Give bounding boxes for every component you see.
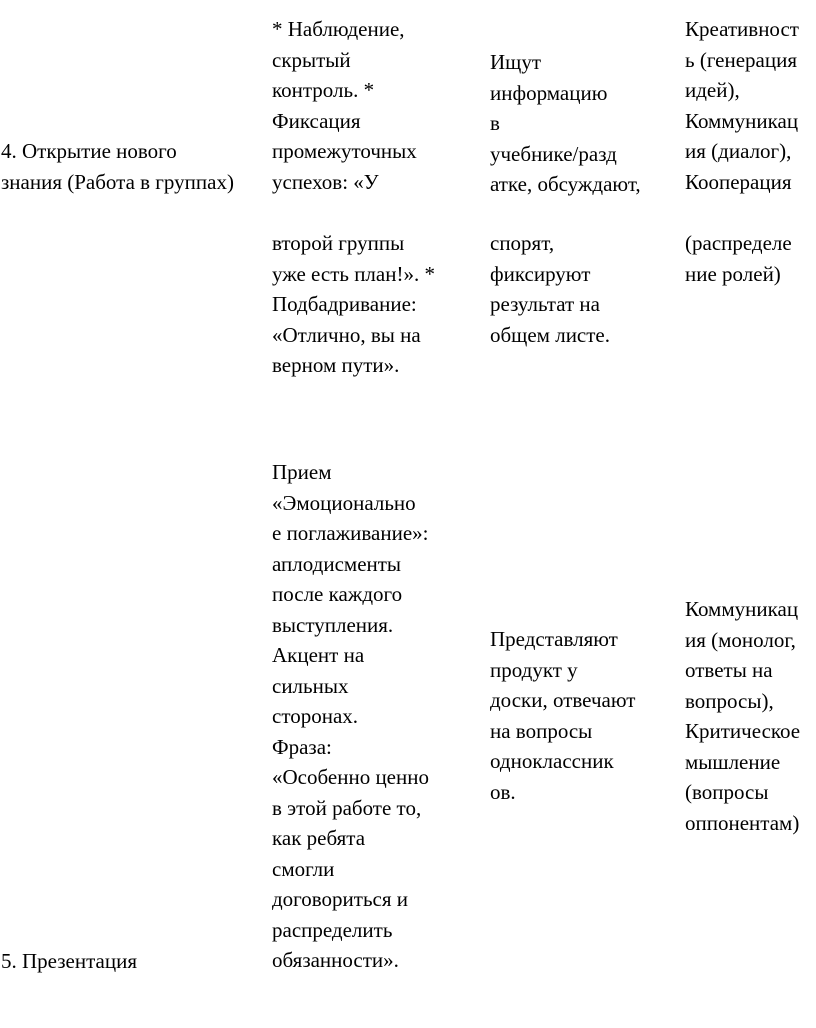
uud-line: (распределе [685, 231, 792, 255]
student-line: результат на [490, 292, 600, 316]
teacher-line: смогли [272, 856, 335, 881]
teacher-line: сторонах. [272, 704, 359, 728]
teacher-line: верном пути». [272, 353, 400, 377]
teacher-line: Подбадривание: [272, 292, 417, 316]
stage-5-cell [1, 946, 269, 977]
teacher-line: «Эмоционально [272, 490, 416, 515]
stage-4-student-actions-part2 [490, 228, 675, 350]
student-line: общем листе. [490, 322, 611, 347]
stage-4-uud-part2 [685, 228, 816, 289]
teacher-line: в этой работе то, [272, 795, 422, 820]
student-line: доски, отвечают [490, 688, 636, 712]
student-line: атке, обсуждают, [490, 172, 641, 196]
teacher-line: второй группы [272, 231, 405, 255]
uud-line: ответы на [685, 658, 773, 682]
stage-5-line: 5. Презентация [1, 949, 137, 973]
stage-5-student-actions [490, 624, 675, 807]
teacher-line: сильных [272, 673, 349, 698]
teacher-line: Фраза: [272, 734, 332, 759]
teacher-line: успехов: «У [272, 169, 379, 194]
teacher-line: е поглаживание»: [272, 521, 429, 545]
student-line: продукт у [490, 657, 578, 682]
teacher-line: «Отлично, вы на [272, 322, 421, 347]
teacher-line: договориться и [272, 887, 409, 911]
teacher-line: аплодисменты [272, 551, 402, 576]
teacher-line: Фиксация [272, 108, 361, 133]
uud-line: идей), [685, 78, 740, 102]
student-line: Представляют [490, 627, 618, 651]
teacher-line: распределить [272, 917, 393, 942]
uud-line: Критическое [685, 719, 801, 743]
uud-line: ние ролей) [685, 261, 781, 286]
student-line: спорят, [490, 231, 555, 255]
student-line: информацию [490, 80, 608, 105]
teacher-line: скрытый [272, 47, 351, 72]
teacher-line: контроль. * [272, 78, 375, 102]
uud-line: ь (генерация [685, 47, 797, 72]
stage-4-teacher-actions-part1 [272, 14, 482, 197]
teacher-line: после каждого [272, 582, 403, 606]
teacher-line: Прием [272, 460, 332, 484]
stage-4-line: знания (Работа в группах) [1, 169, 234, 194]
teacher-line: «Особенно ценно [272, 765, 429, 789]
stage-4-cell [1, 136, 269, 197]
student-line: на вопросы [490, 718, 593, 743]
teacher-line: как ребята [272, 826, 366, 850]
stage-5-teacher-actions [272, 457, 482, 976]
uud-line: ия (диалог), [685, 139, 792, 163]
stage-5-uud [685, 594, 816, 838]
uud-line: оппонентам) [685, 810, 800, 835]
student-line: фиксируют [490, 261, 591, 286]
student-line: учебнике/разд [490, 141, 617, 166]
uud-line: (вопросы [685, 780, 769, 804]
stage-4-line: 4. Открытие нового [1, 139, 177, 163]
student-line: одноклассник [490, 749, 614, 773]
uud-line: Коммуникац [685, 108, 799, 133]
uud-line: вопросы), [685, 688, 774, 713]
stage-4-uud-part1 [685, 14, 816, 197]
teacher-line: выступления. [272, 612, 394, 637]
uud-line: Кооперация [685, 169, 792, 194]
student-line: Ищут [490, 50, 542, 74]
uud-line: мышление [685, 749, 781, 774]
teacher-line: уже есть план!». * [272, 261, 435, 286]
uud-line: Креативност [685, 17, 799, 41]
stage-4-student-actions-part1 [490, 47, 675, 200]
student-line: в [490, 111, 500, 135]
teacher-line: промежуточных [272, 139, 417, 163]
uud-line: ия (монолог, [685, 627, 796, 652]
teacher-line: обязанности». [272, 948, 399, 972]
stage-4-teacher-actions-part2 [272, 228, 482, 381]
teacher-line: * Наблюдение, [272, 17, 405, 41]
teacher-line: Акцент на [272, 643, 365, 667]
uud-line: Коммуникац [685, 597, 799, 621]
student-line: ов. [490, 779, 516, 804]
